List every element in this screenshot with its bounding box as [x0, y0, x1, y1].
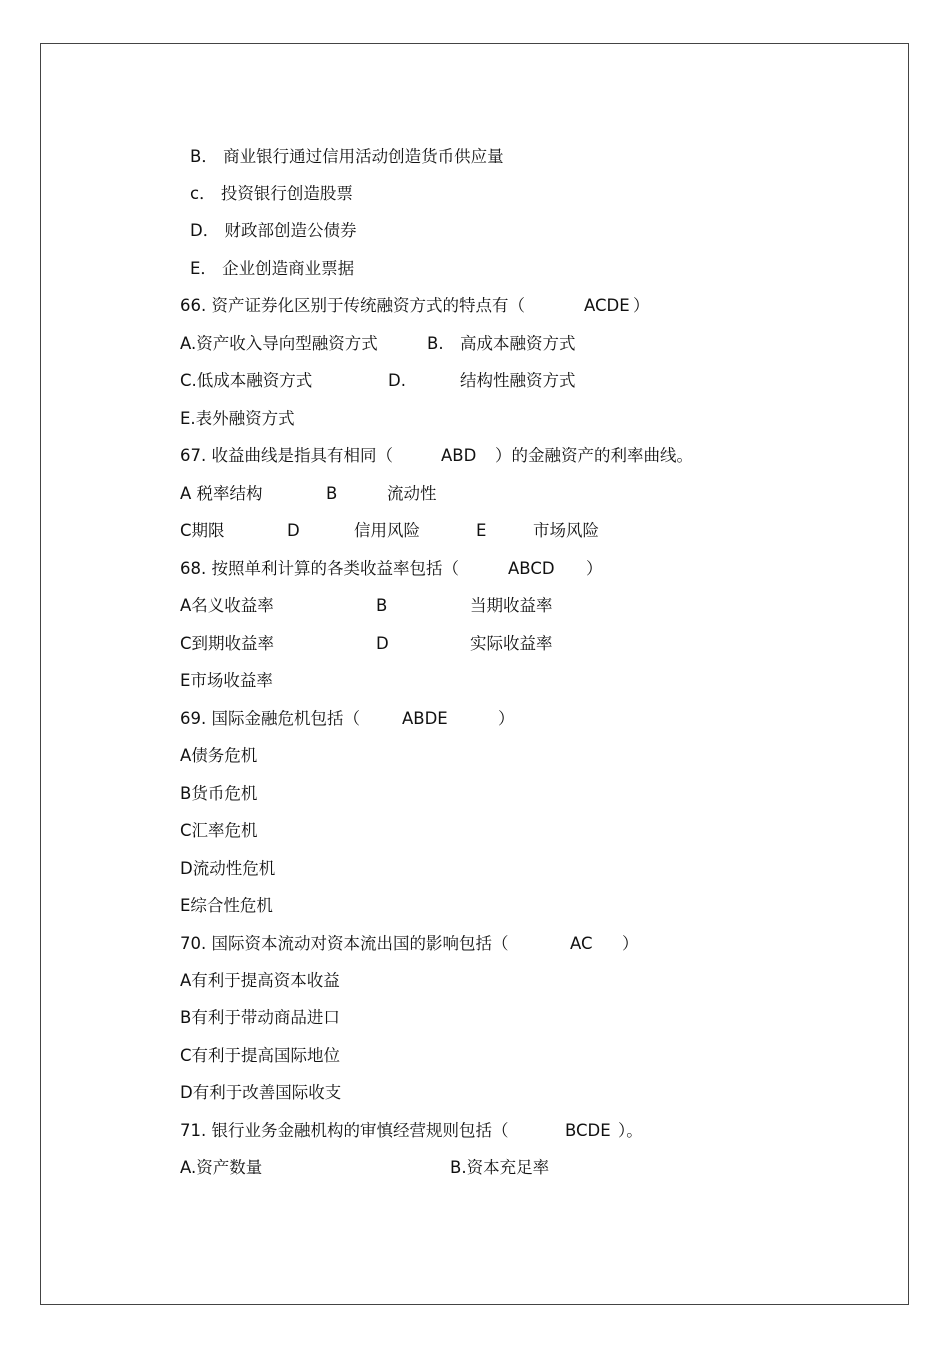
text-segment: BCDE: [565, 1121, 611, 1140]
text-segment: 70. 国际资本流动对资本流出国的影响包括（: [180, 934, 509, 953]
text-segment: C期限: [180, 521, 225, 540]
text-segment: ）的金融资产的利率曲线。: [495, 446, 693, 465]
text-segment: D.: [388, 371, 406, 390]
text-segment: 68. 按照单利计算的各类收益率包括（: [180, 559, 459, 578]
text-segment: D: [376, 634, 389, 653]
text-segment: ）: [498, 709, 515, 728]
text-segment: ）: [586, 559, 603, 578]
text-segment: E综合性危机: [180, 896, 273, 915]
text-segment: E． 企业创造商业票据: [190, 259, 355, 278]
text-segment: B.: [427, 334, 444, 353]
text-segment: B． 商业银行通过信用活动创造货币供应量: [190, 147, 504, 166]
text-segment: ABD: [441, 446, 477, 465]
text-segment: ABCD: [508, 559, 555, 578]
text-segment: ACDE: [584, 296, 630, 315]
text-segment: A.资产收入导向型融资方式: [180, 334, 378, 353]
text-segment: D． 财政部创造公债券: [190, 221, 357, 240]
text-segment: C到期收益率: [180, 634, 275, 653]
text-segment: 69. 国际金融危机包括（: [180, 709, 360, 728]
text-segment: B有利于带动商品进口: [180, 1008, 340, 1027]
text-segment: 结构性融资方式: [460, 371, 576, 390]
text-segment: AC: [570, 934, 593, 953]
text-segment: 71. 银行业务金融机构的审慎经营规则包括（: [180, 1121, 509, 1140]
text-segment: 高成本融资方式: [460, 334, 576, 353]
text-segment: c． 投资银行创造股票: [190, 184, 353, 203]
page-frame: [40, 43, 909, 1305]
text-segment: 流动性: [387, 484, 437, 503]
text-segment: A 税率结构: [180, 484, 263, 503]
text-segment: 实际收益率: [470, 634, 553, 653]
text-segment: B.资本充足率: [450, 1158, 550, 1177]
text-segment: ）: [622, 934, 639, 953]
text-segment: 当期收益率: [470, 596, 553, 615]
text-segment: D流动性危机: [180, 859, 276, 878]
text-segment: 信用风险: [354, 521, 420, 540]
text-segment: C汇率危机: [180, 821, 258, 840]
text-segment: ）: [633, 296, 650, 315]
text-segment: ABDE: [402, 709, 448, 728]
text-segment: B: [376, 596, 388, 615]
text-segment: D有利于改善国际收支: [180, 1083, 342, 1102]
text-segment: A有利于提高资本收益: [180, 971, 340, 990]
text-segment: A.资产数量: [180, 1158, 263, 1177]
text-segment: B: [326, 484, 338, 503]
text-segment: 66. 资产证券化区别于传统融资方式的特点有（: [180, 296, 525, 315]
text-segment: E: [476, 521, 487, 540]
text-segment: A债务危机: [180, 746, 258, 765]
text-segment: D: [287, 521, 300, 540]
text-segment: B货币危机: [180, 784, 258, 803]
text-segment: E市场收益率: [180, 671, 273, 690]
text-segment: A名义收益率: [180, 596, 274, 615]
text-segment: 市场风险: [533, 521, 599, 540]
text-segment: E.表外融资方式: [180, 409, 295, 428]
text-segment: 67. 收益曲线是指具有相同（: [180, 446, 393, 465]
text-segment: C.低成本融资方式: [180, 371, 313, 390]
text-segment: C有利于提高国际地位: [180, 1046, 341, 1065]
text-segment: ）。: [618, 1121, 643, 1140]
